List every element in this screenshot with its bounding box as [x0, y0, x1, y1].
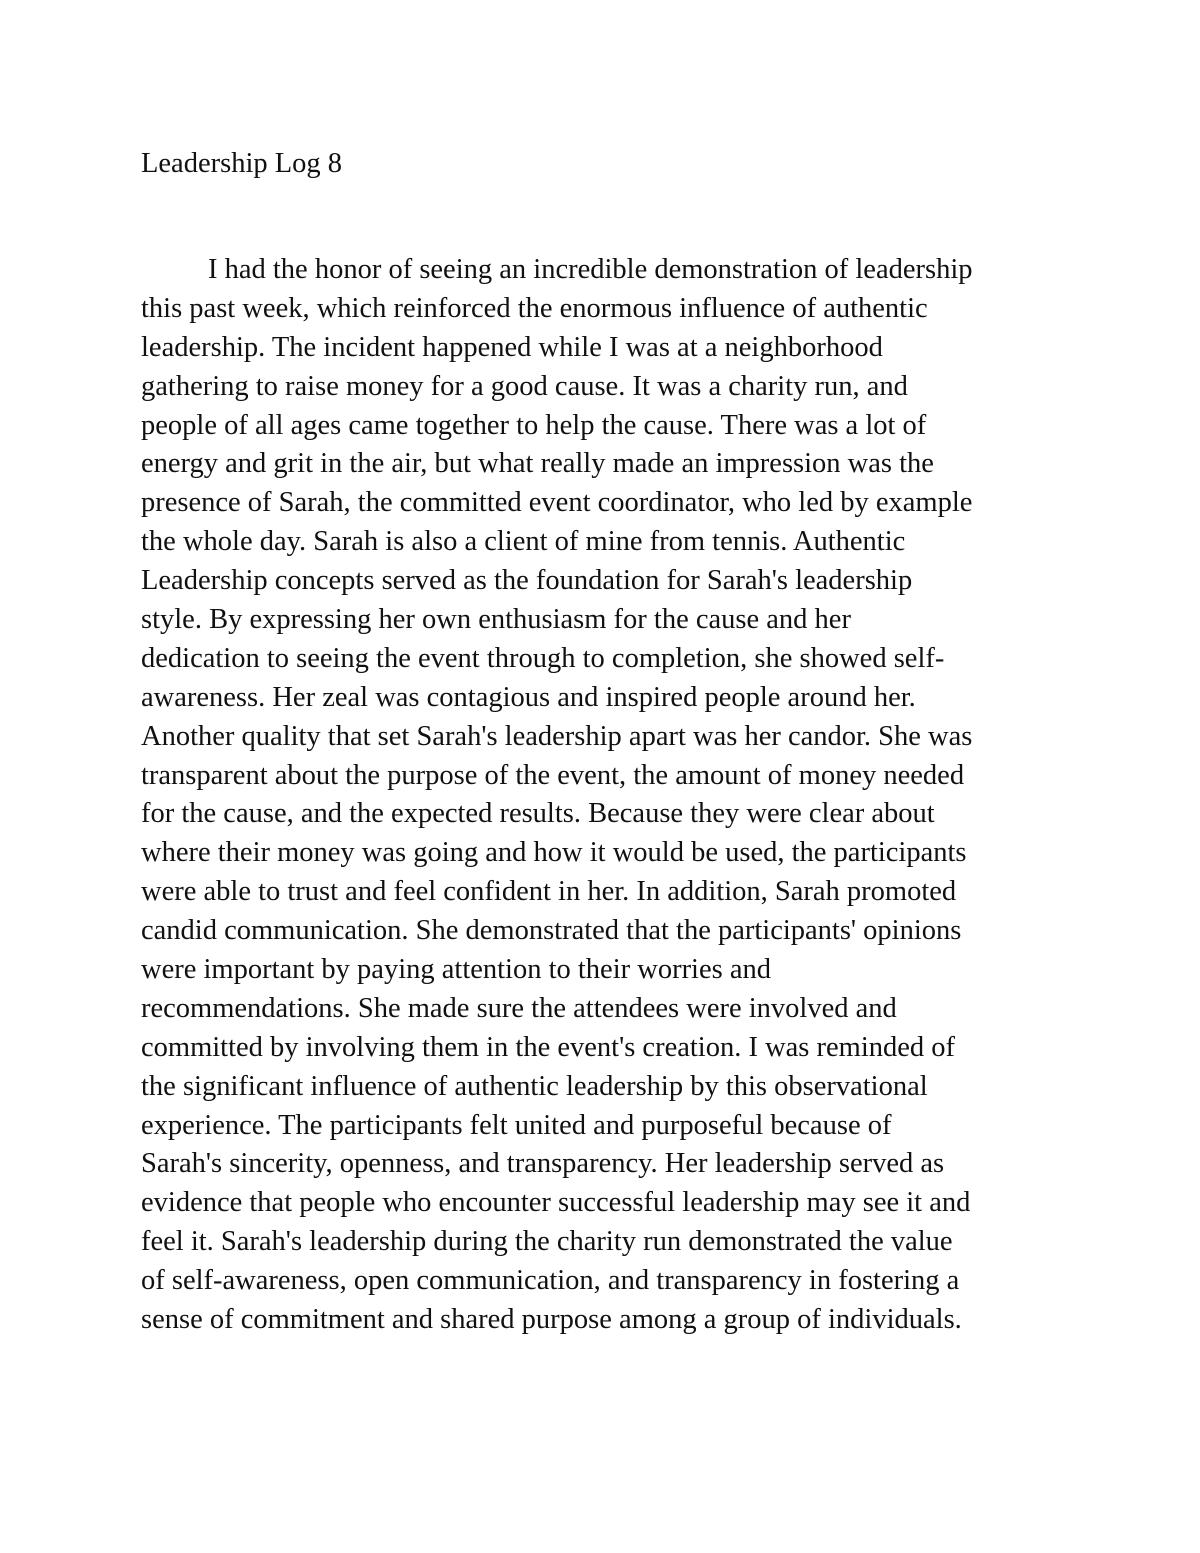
body-line: candid communication. She demonstrated that the participants' opinions — [141, 915, 962, 947]
body-line: where their money was going and how it would be used, the participants — [141, 837, 967, 869]
body-line: energy and grit in the air, but what really made an impression was the — [141, 448, 934, 480]
body-line: committed by involving them in the event's creation. I was reminded of — [141, 1031, 956, 1063]
body-line: people of all ages came together to help the cause. There was a lot of — [141, 409, 927, 441]
body-line: sense of commitment and shared purpose among a group of individuals. — [141, 1304, 962, 1336]
body-line: the whole day. Sarah is also a client of mine from tennis. Authentic — [141, 526, 906, 558]
body-line: transparent about the purpose of the event, the amount of money needed — [141, 759, 965, 791]
body-line: experience. The participants felt united and purposeful because of — [141, 1109, 892, 1141]
body-line: leadership. The incident happened while I was at a neighborhood — [141, 331, 883, 363]
document-body — [141, 251, 973, 1340]
body-line: the significant influence of authentic leadership by this observational — [141, 1070, 928, 1102]
body-line: dedication to seeing the event through to completion, she showed self- — [141, 642, 945, 674]
document-title: Leadership Log 8 — [141, 148, 343, 179]
body-line: gathering to raise money for a good cause. It was a charity run, and — [141, 370, 908, 402]
body-line: of self-awareness, open communication, and transparency in fostering a — [141, 1265, 960, 1297]
body-line: Leadership concepts served as the foundation for Sarah's leadership — [141, 565, 913, 597]
body-line: Another quality that set Sarah's leadership apart was her candor. She was — [141, 720, 973, 752]
body-line: recommendations. She made sure the attendees were involved and — [141, 992, 897, 1024]
body-line: evidence that people who encounter successful leadership may see it and — [141, 1187, 971, 1219]
body-line: feel it. Sarah's leadership during the charity run demonstrated the value — [141, 1226, 953, 1258]
body-line: I had the honor of seeing an incredible demonstration of leadership — [208, 254, 973, 285]
body-line: Sarah's sincerity, openness, and transparency. Her leadership served as — [141, 1148, 945, 1180]
body-line: were able to trust and feel confident in her. In addition, Sarah promoted — [141, 876, 957, 908]
body-line: were important by paying attention to their worries and — [141, 954, 771, 986]
body-line: this past week, which reinforced the enormous influence of authentic — [141, 292, 928, 324]
body-line: style. By expressing her own enthusiasm for the cause and her — [141, 604, 851, 636]
body-line: presence of Sarah, the committed event coordinator, who led by example — [141, 487, 973, 519]
body-line: awareness. Her zeal was contagious and inspired people around her. — [141, 681, 916, 713]
body-line: for the cause, and the expected results. Because they were clear about — [141, 798, 935, 830]
